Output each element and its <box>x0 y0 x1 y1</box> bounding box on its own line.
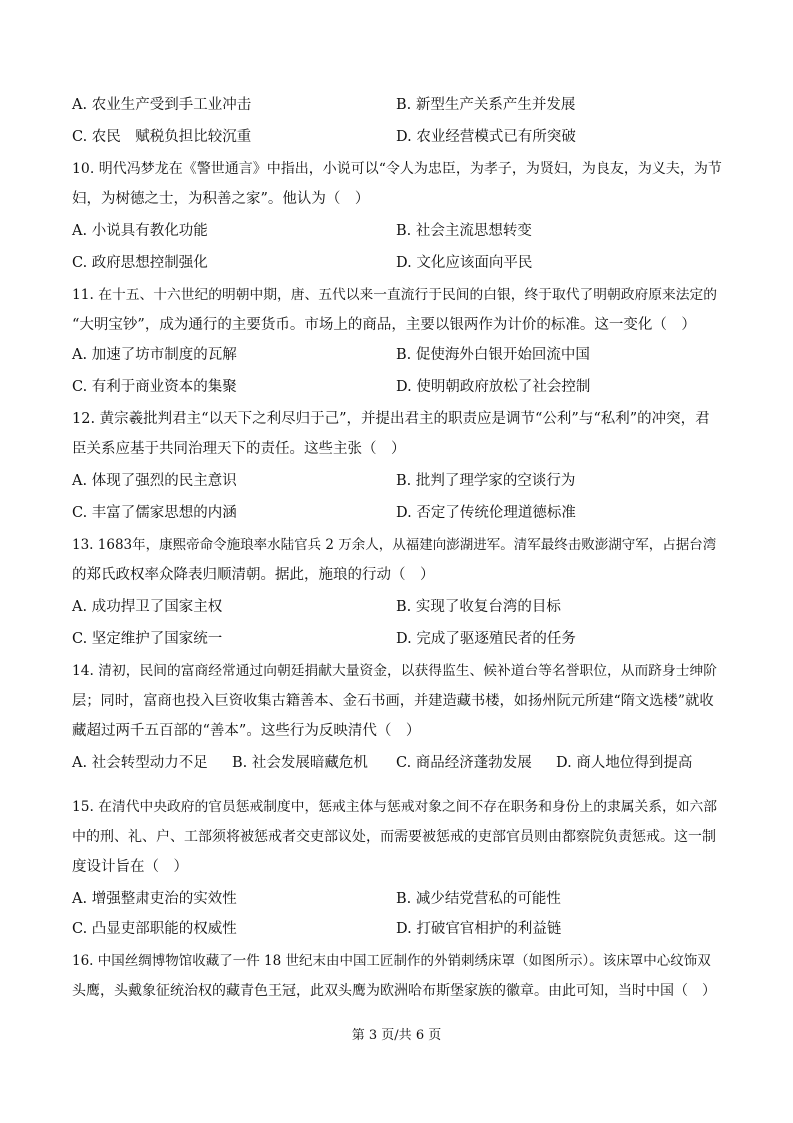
q13-options-row-1 <box>72 598 722 616</box>
q15-stem-line-3: 度设计旨在（ ） <box>72 859 188 875</box>
q11-stem-line-1: 11. 在十五、十六世纪的明朝中期，唐、五代以来一直流行于民间的白银，终于取代了明朝政府原来法定的 <box>72 287 717 303</box>
q11-option-b: B. 促使海外白银开始回流中国 <box>396 347 590 363</box>
q13-option-b: B. 实现了收复台湾的目标 <box>396 599 561 615</box>
q15-option-d: D. 打破官官相护的利益链 <box>396 921 562 937</box>
q12-options-row-1 <box>72 472 722 490</box>
q12-option-b: B. 批判了理学家的空谈行为 <box>396 473 576 489</box>
q13-option-a: A. 成功捍卫了国家主权 <box>72 599 223 615</box>
q13-stem-line-2: 的郑氏政权率众降表归顺清朝。据此，施琅的行动（ ） <box>72 567 435 583</box>
q14-option-a: A. 社会转型动力不足 <box>72 755 208 771</box>
q14-stem-line-3: 藏超过两千五百部的“善本”。这些行为反映清代（ ） <box>72 723 421 739</box>
q9-option-a: A. 农业生产受到手工业冲击 <box>72 97 252 113</box>
q10-options-row-1 <box>72 222 722 240</box>
q11-options-row-2 <box>72 378 722 396</box>
q11-option-c: C. 有利于商业资本的集聚 <box>72 379 237 395</box>
q12-option-a: A. 体现了强烈的民主意识 <box>72 473 237 489</box>
q15-option-c: C. 凸显吏部职能的权威性 <box>72 921 237 937</box>
q12-option-d: D. 否定了传统伦理道德标准 <box>396 505 576 521</box>
q10-stem-line-1: 10. 明代冯梦龙在《警世通言》中指出，小说可以“令人为忠臣，为孝子，为贤妇，为良友，为义夫，为节 <box>72 161 722 177</box>
q9-option-c: C. 农民 赋税负担比较沉重 <box>72 129 252 145</box>
q10-option-a: A. 小说具有教化功能 <box>72 223 208 239</box>
q10-option-d: D. 文化应该面向平民 <box>396 255 533 271</box>
q11-stem-line-2: “大明宝钞”，成为通行的主要货币。市场上的商品，主要以银两作为计价的标准。这一变化（ ） <box>72 317 696 333</box>
q15-option-a: A. 增强整肃吏治的实效性 <box>72 891 237 907</box>
q12-stem-line-2: 臣关系应基于共同治理天下的责任。这些主张（ ） <box>72 441 406 457</box>
q16-stem-line-1: 16. 中国丝绸博物馆收藏了一件 18 世纪末由中国工匠制作的外销刺绣床罩（如图所示）。该床罩中心纹饰双 <box>72 953 711 969</box>
q14-option-b: B. 社会发展暗藏危机 <box>232 755 368 771</box>
q9-options-row-1 <box>72 96 722 114</box>
q15-options-row-2 <box>72 920 722 938</box>
q13-option-d: D. 完成了驱逐殖民者的任务 <box>396 631 576 647</box>
q15-options-row-1 <box>72 890 722 908</box>
q16-stem-line-2: 头鹰，头戴象征统治权的藏青色王冠，此双头鹰为欧洲哈布斯堡家族的徽章。由此可知，当时中国（ ） <box>72 983 716 999</box>
q15-option-b: B. 减少结党营私的可能性 <box>396 891 561 907</box>
q14-option-c: C. 商品经济蓬勃发展 <box>396 755 532 771</box>
q13-options-row-2 <box>72 630 722 648</box>
q12-option-c: C. 丰富了儒家思想的内涵 <box>72 505 237 521</box>
q10-option-b: B. 社会主流思想转变 <box>396 223 532 239</box>
q14-stem-line-2: 层；同时，富商也投入巨资收集古籍善本、金石书画，并建造藏书楼，如扬州阮元所建“隋文选楼”就收 <box>72 693 714 709</box>
q12-stem-line-1: 12. 黄宗羲批判君主“以天下之利尽归于己”，并提出君主的职责应是调节“公利”与“私利”的冲突，君 <box>72 411 710 427</box>
q10-option-c: C. 政府思想控制强化 <box>72 255 208 271</box>
q10-options-row-2 <box>72 254 722 272</box>
q13-stem-line-1: 13. 1683年，康熙帝命令施琅率水陆官兵 2 万余人，从福建向澎湖进军。清军最终击败澎湖守军，占据台湾 <box>72 537 717 553</box>
q14-stem-line-1: 14. 清初，民间的富商经常通过向朝廷捐献大量资金，以获得监生、候补道台等名誉职位，从而跻身士绅阶 <box>72 663 717 679</box>
q15-stem-line-2: 中的刑、礼、户、工部须将被惩戒者交吏部议处，而需要被惩戒的吏部官员则由都察院负责惩戒。这一制 <box>72 829 716 845</box>
q9-option-b: B. 新型生产关系产生并发展 <box>396 97 576 113</box>
q13-option-c: C. 坚定维护了国家统一 <box>72 631 223 647</box>
q9-option-d: D. 农业经营模式已有所突破 <box>396 129 576 145</box>
q14-option-d: D. 商人地位得到提高 <box>556 755 693 771</box>
q11-option-d: D. 使明朝政府放松了社会控制 <box>396 379 591 395</box>
q15-stem-line-1: 15. 在清代中央政府的官员惩戒制度中，惩戒主体与惩戒对象之间不存在职务和身份上的隶属关系，如六部 <box>72 799 717 815</box>
q9-options-row-2 <box>72 128 722 146</box>
q11-options-row-1 <box>72 346 722 364</box>
q10-stem-line-2: 妇，为树德之士，为积善之家”。他认为（ ） <box>72 191 370 207</box>
q12-options-row-2 <box>72 504 722 522</box>
q11-option-a: A. 加速了坊市制度的瓦解 <box>72 347 237 363</box>
page-number-footer: 第 3 页/共 6 页 <box>351 1028 442 1043</box>
